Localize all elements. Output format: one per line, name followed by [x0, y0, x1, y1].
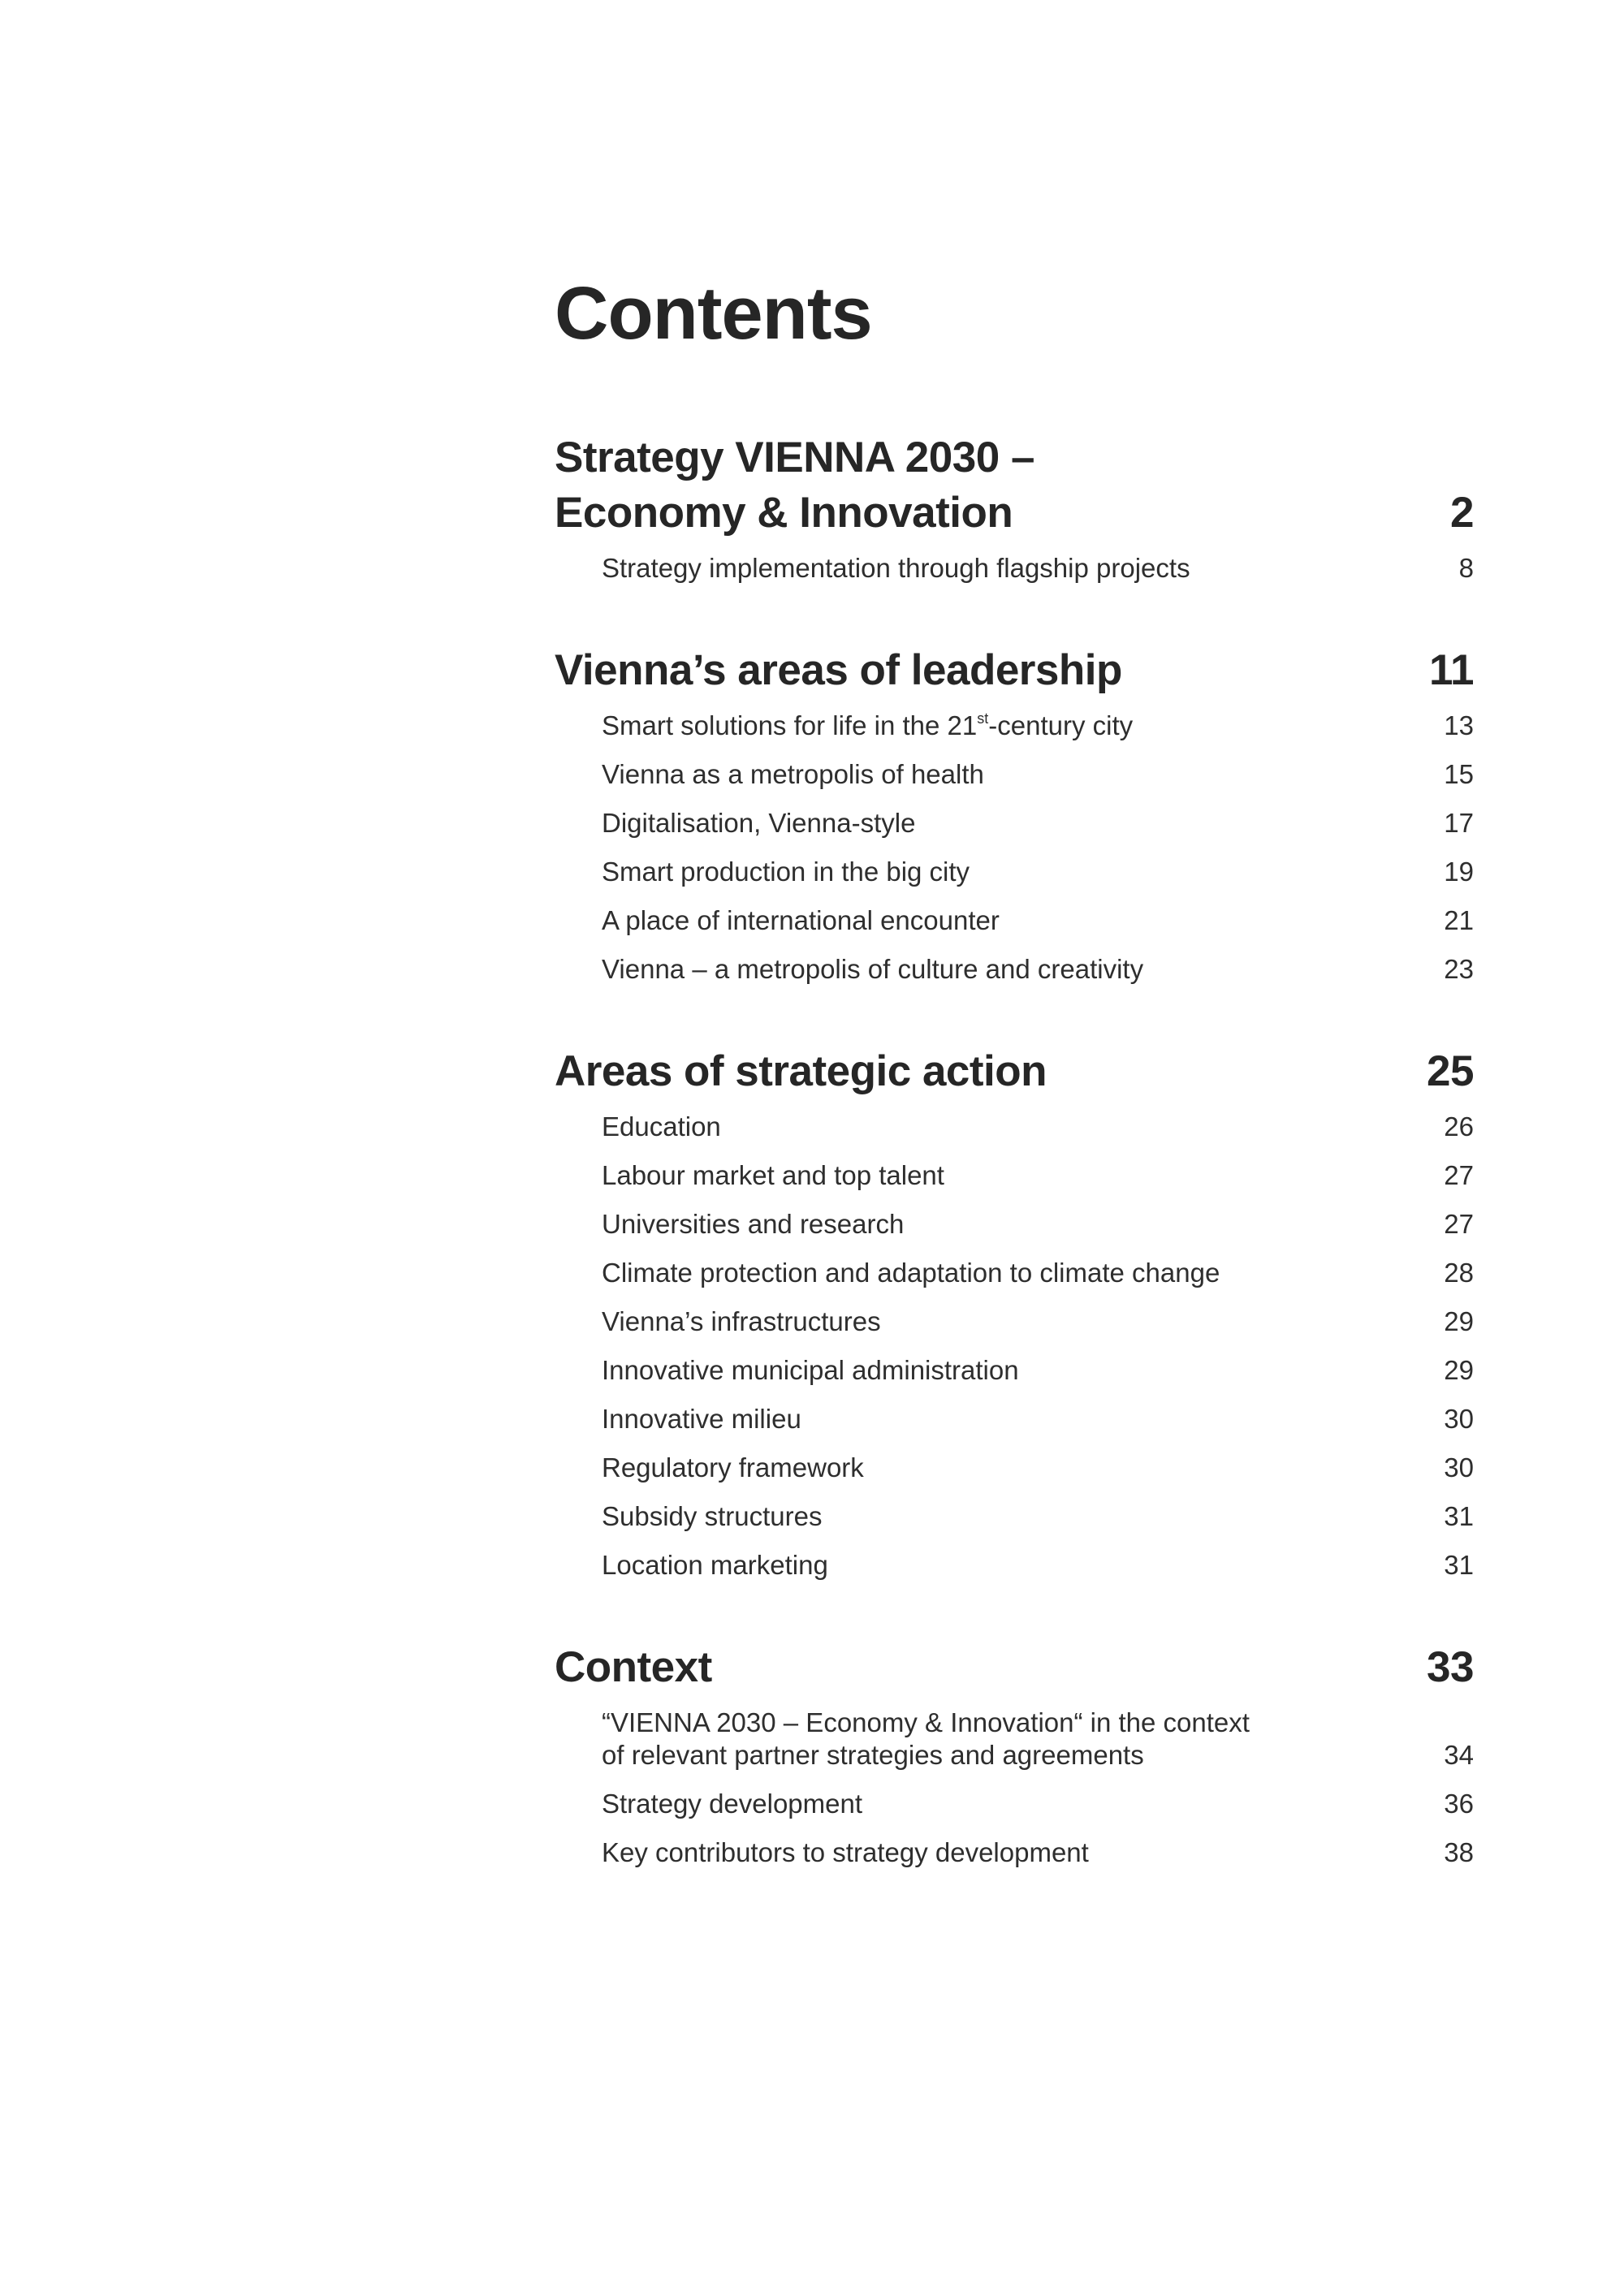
section-page-number: 2	[1450, 489, 1474, 537]
toc-entry[interactable]	[555, 1403, 1474, 1435]
entry-page-number: 28	[1444, 1258, 1474, 1288]
entry-page-number: 19	[1444, 857, 1474, 887]
toc-entry[interactable]	[555, 1257, 1474, 1289]
entry-title: Labour market and top talent	[602, 1160, 944, 1190]
toc-entry[interactable]	[555, 807, 1474, 839]
entry-page-number: 21	[1444, 905, 1474, 935]
entry-title-part: Smart solutions for life in the 21	[602, 710, 978, 740]
toc-entry[interactable]	[555, 1306, 1474, 1338]
section-page-number: 25	[1427, 1047, 1474, 1095]
section-title: Areas of strategic action	[555, 1047, 1047, 1095]
entry-title	[602, 1707, 1316, 1772]
entry-page-number: 30	[1444, 1404, 1474, 1434]
toc-entry[interactable]	[555, 1159, 1474, 1192]
toc-entry[interactable]	[555, 953, 1474, 986]
entry-title-part: -century city	[988, 710, 1134, 740]
toc-entry[interactable]	[555, 552, 1474, 585]
entry-page-number: 27	[1444, 1209, 1474, 1239]
entry-title: Strategy implementation through flagship projects	[602, 553, 1190, 583]
toc-section-context	[555, 1640, 1474, 1869]
entry-page-number: 29	[1444, 1306, 1474, 1336]
ordinal-superscript: st	[977, 710, 989, 727]
section-title	[555, 430, 1393, 541]
section-title: Context	[555, 1643, 712, 1691]
toc-section-strategic-action	[555, 1044, 1474, 1582]
toc-entry[interactable]	[555, 1500, 1474, 1533]
entry-page-number: 13	[1444, 710, 1474, 740]
entry-page-number: 30	[1444, 1452, 1474, 1482]
entry-title: Vienna as a metropolis of health	[602, 759, 984, 789]
section-title-line-1: Strategy VIENNA 2030 –	[555, 434, 1034, 481]
toc-section-leadership	[555, 643, 1474, 986]
entry-page-number: 31	[1444, 1501, 1474, 1531]
toc-entry[interactable]	[555, 1549, 1474, 1582]
entry-title: Education	[602, 1111, 721, 1142]
entry-page-number: 26	[1444, 1111, 1474, 1142]
toc-entry[interactable]	[555, 1707, 1474, 1772]
toc-entry[interactable]	[555, 856, 1474, 888]
entry-page-number: 34	[1444, 1740, 1474, 1770]
entry-title: Smart production in the big city	[602, 857, 970, 887]
section-heading[interactable]	[555, 430, 1474, 541]
section-heading[interactable]	[555, 1044, 1474, 1099]
entry-page-number: 29	[1444, 1355, 1474, 1385]
toc-entry[interactable]	[555, 1354, 1474, 1387]
table-of-contents	[555, 272, 1474, 1927]
entry-title: Innovative municipal administration	[602, 1355, 1019, 1385]
section-title-line-2: Economy & Innovation	[555, 489, 1013, 537]
entry-title: Location marketing	[602, 1550, 828, 1580]
entry-title: Climate protection and adaptation to climate change	[602, 1258, 1220, 1288]
section-title: Vienna’s areas of leadership	[555, 646, 1122, 694]
entry-title: Innovative milieu	[602, 1404, 801, 1434]
entry-page-number: 15	[1444, 759, 1474, 789]
entry-title: Key contributors to strategy development	[602, 1837, 1089, 1867]
toc-entry[interactable]	[555, 1836, 1474, 1869]
section-page-number: 11	[1428, 646, 1474, 694]
entry-page-number: 23	[1444, 954, 1474, 984]
entry-title: Strategy development	[602, 1789, 863, 1819]
toc-entry[interactable]	[555, 758, 1474, 791]
entry-title: Universities and research	[602, 1209, 905, 1239]
entry-title: Subsidy structures	[602, 1501, 823, 1531]
entry-title: Vienna’s infrastructures	[602, 1306, 881, 1336]
toc-entry[interactable]	[555, 1111, 1474, 1143]
section-heading[interactable]	[555, 643, 1474, 698]
section-page-number: 33	[1427, 1643, 1474, 1691]
entry-title: Vienna – a metropolis of culture and creativity	[602, 954, 1144, 984]
toc-section-strategy	[555, 430, 1474, 585]
entry-title	[602, 710, 1316, 742]
entry-title: A place of international encounter	[602, 905, 1000, 935]
toc-entry[interactable]	[555, 1452, 1474, 1484]
entry-page-number: 8	[1458, 553, 1474, 583]
entry-title-line-2: of relevant partner strategies and agreements	[602, 1740, 1144, 1770]
entry-title: Digitalisation, Vienna-style	[602, 808, 916, 838]
toc-entry[interactable]	[555, 1788, 1474, 1820]
entry-page-number: 36	[1444, 1789, 1474, 1819]
toc-entry[interactable]	[555, 1208, 1474, 1241]
entry-page-number: 31	[1444, 1550, 1474, 1580]
page-title: Contents	[555, 272, 872, 355]
entry-title: Regulatory framework	[602, 1452, 864, 1482]
entry-page-number: 17	[1444, 808, 1474, 838]
entry-page-number: 38	[1444, 1837, 1474, 1867]
entry-title-line-1: “VIENNA 2030 – Economy & Innovation“ in the context	[602, 1707, 1250, 1737]
section-heading[interactable]	[555, 1640, 1474, 1695]
toc-entry[interactable]	[555, 710, 1474, 742]
entry-page-number: 27	[1444, 1160, 1474, 1190]
toc-entry[interactable]	[555, 904, 1474, 937]
